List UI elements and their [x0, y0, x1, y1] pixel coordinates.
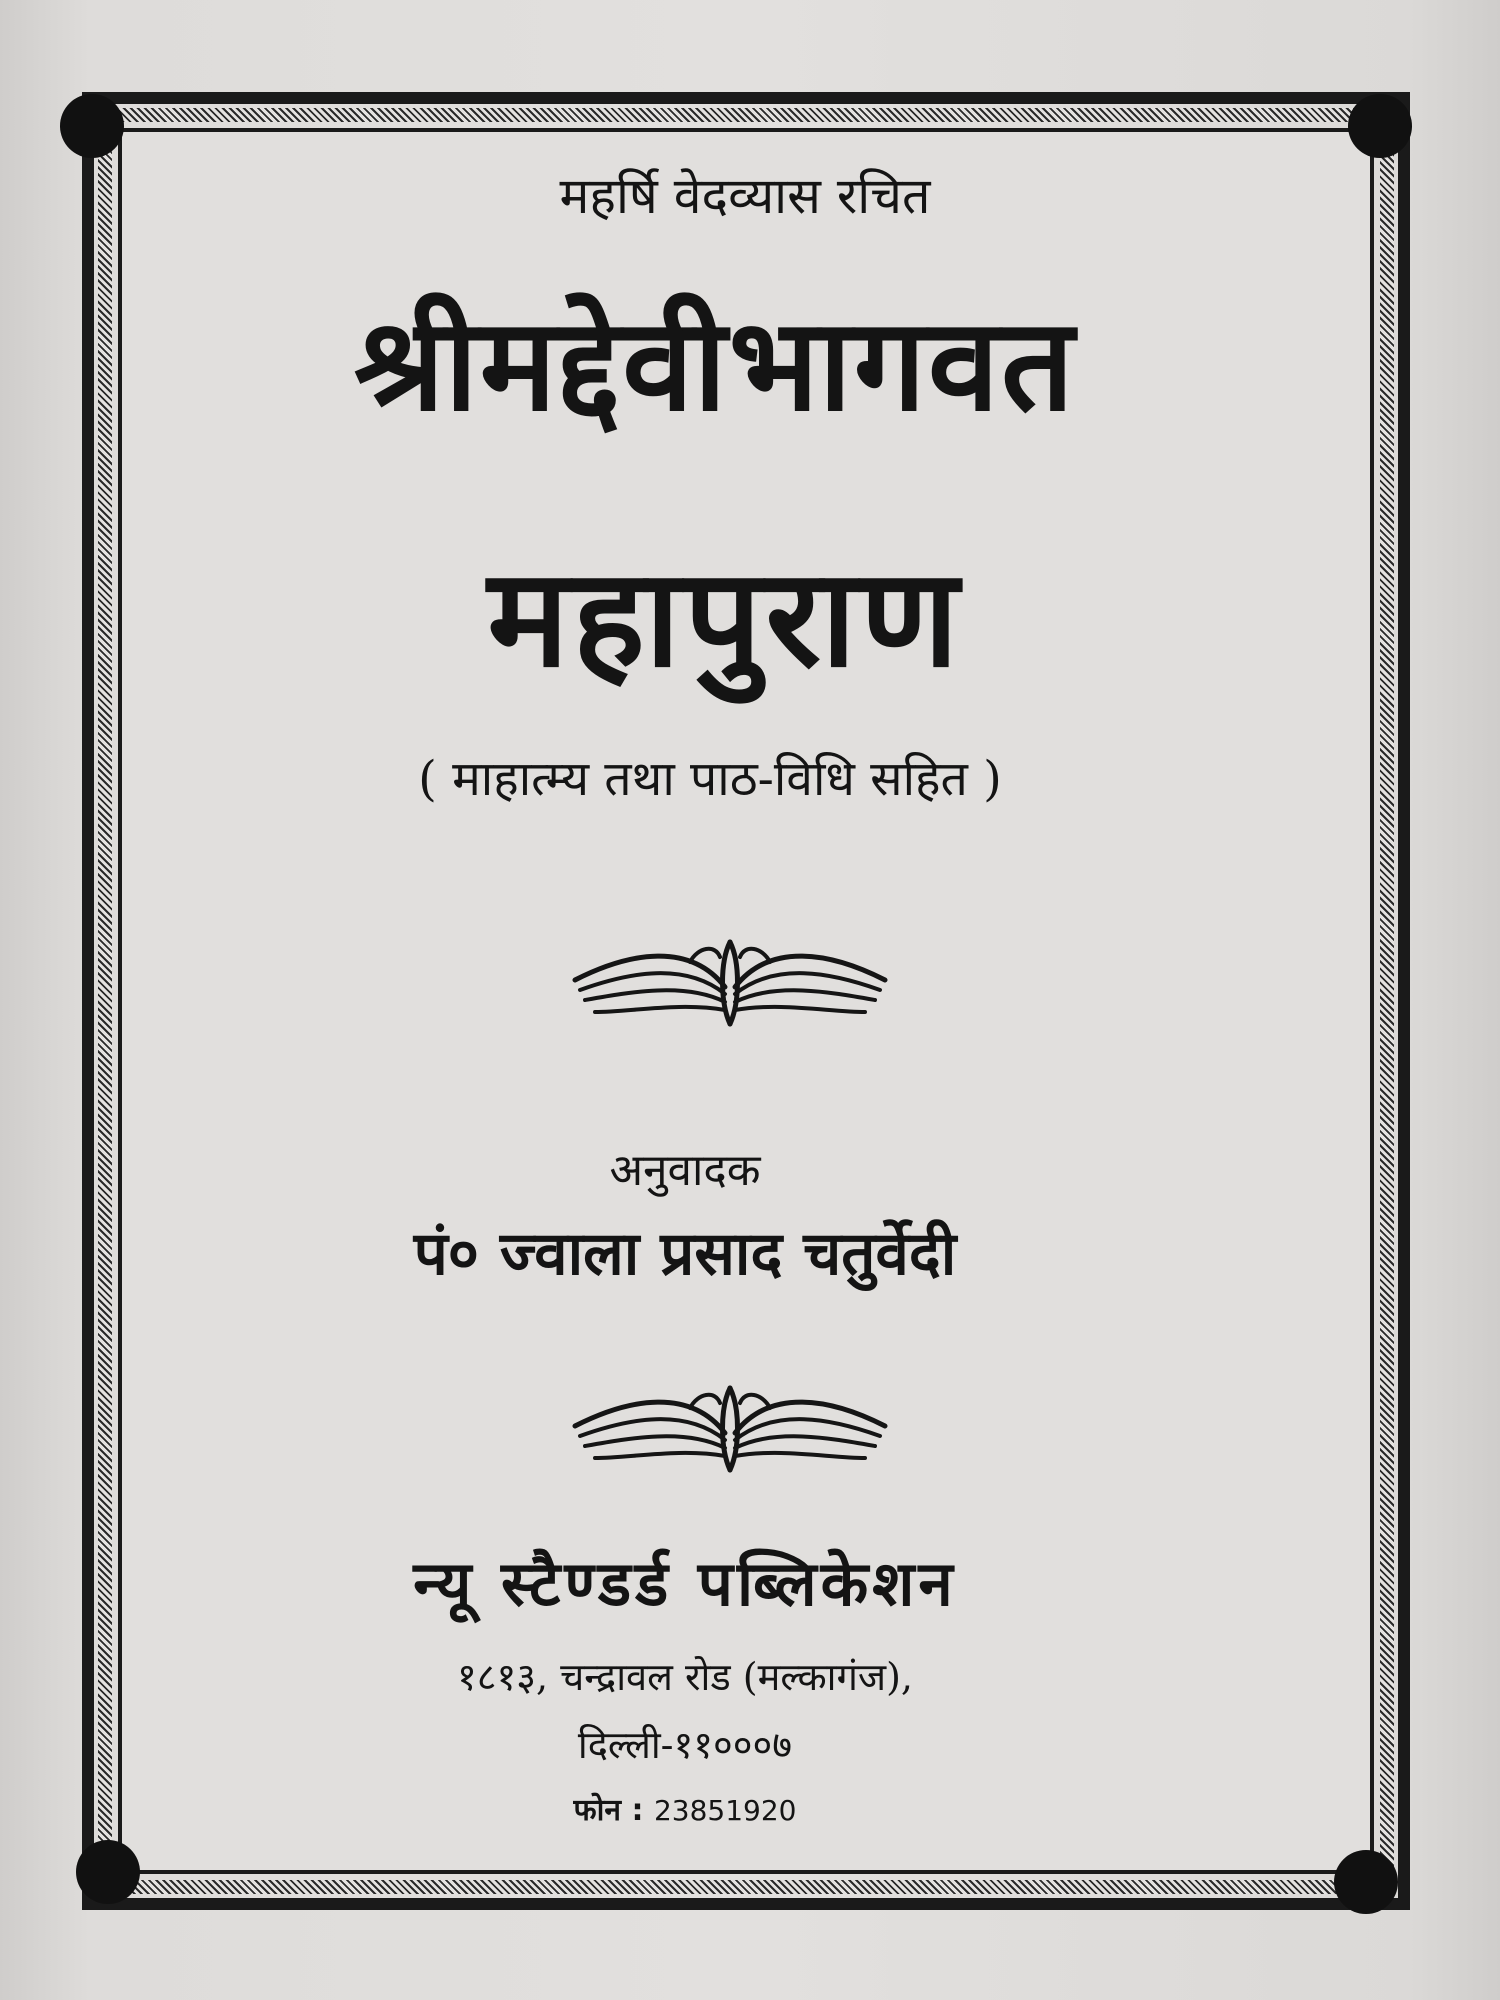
author-line: महर्षि वेदव्यास रचित [559, 167, 931, 225]
publisher-address-line2: दिल्ली-११०००७ [577, 1723, 793, 1767]
corner-dot-top-left [60, 94, 124, 158]
corner-dot-bottom-left [76, 1840, 140, 1904]
corner-dot-top-right [1348, 94, 1412, 158]
flourish-ornament-top [570, 932, 890, 1032]
publisher-address-line1: १८१३, चन्द्रावल रोड (मल्कागंज), [456, 1655, 914, 1699]
translator-label: अनुवादक [609, 1145, 761, 1196]
phone-label: फोन : [573, 1793, 644, 1828]
flourish-ornament-bottom [570, 1378, 890, 1478]
phone-number: 23851920 [653, 1794, 797, 1827]
corner-dot-bottom-right [1334, 1850, 1398, 1914]
translator-name: पं० ज्वाला प्रसाद चतुर्वेदी [413, 1219, 957, 1289]
book-title-line2: महापुराण [487, 540, 963, 698]
publisher-phone [60, 1788, 1310, 1829]
publisher-name: न्यू स्टैण्डर्ड पब्लिकेशन [413, 1547, 957, 1620]
book-title: श्रीमद्देवीभागवत [354, 291, 1076, 440]
book-subtitle: ( माहात्म्य तथा पाठ-विधि सहित ) [418, 751, 1002, 807]
